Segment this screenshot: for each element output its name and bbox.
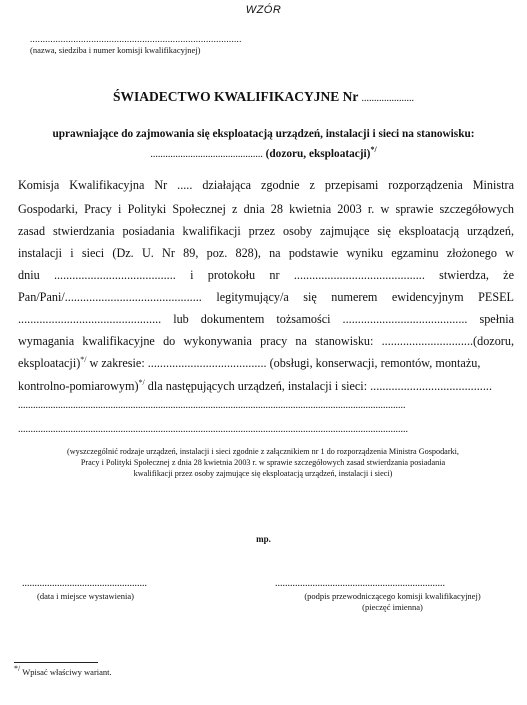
body-line-1: Komisja Kwalifikacyjna Nr ..... działająca zgodnie z przepisami rozporządzenia Ministra — [18, 178, 514, 192]
footnote — [14, 664, 112, 677]
body-line-7: ............................................... lub dokumentem tożsamości ......................................... spełnia — [18, 312, 514, 326]
devices-field-row-2[interactable]: ............................................................................................................................................................ — [18, 424, 408, 435]
certificate-title — [0, 89, 527, 105]
body-line-5: dniu ........................................ i protokołu nr ........................................... stwierdza, że — [18, 268, 514, 282]
subtitle-line-1: uprawniające do zajmowania się eksploatacją urządzeń, instalacji i sieci na stanowisku: — [52, 128, 475, 140]
footnote-divider — [14, 662, 98, 663]
body-line-8: wymagania kwalifikacyjne do wykonywania pracy na stanowisku: ..............................(dozoru, — [18, 334, 514, 348]
variant-mark: */ — [80, 354, 87, 364]
body-line-10-start: kontrolno-pomiarowym) — [18, 379, 139, 393]
body-line-10 — [18, 376, 514, 396]
note-line-2: Pracy i Polityki Społecznej z dnia 28 kwietnia 2003 r. w sprawie szczegółowych zasad stwierdzania posiadania — [80, 458, 446, 467]
certificate-number-field[interactable]: ..................... — [361, 93, 414, 104]
certificate-title-text: ŚWIADECTWO KWALIFIKACYJNE Nr — [113, 89, 359, 104]
certificate-subtitle — [0, 124, 527, 165]
position-options: (dozoru, eksploatacji) — [265, 148, 371, 160]
body-line-9-end: w zakresie: ....................................... (obsługi, konserwacji, remontów, montażu, — [86, 356, 481, 370]
body-line-9 — [18, 353, 514, 373]
commission-name-caption: (nazwa, siedziba i numer komisji kwalifikacyjnej) — [30, 45, 201, 55]
position-field[interactable]: ............................................. — [150, 149, 263, 160]
chairman-signature-caption-line-2: (pieczęć imienna) — [362, 602, 423, 612]
stamp-place-label: mp. — [256, 534, 271, 544]
issue-date-place-caption: (data i miejsce wystawienia) — [37, 591, 135, 601]
chairman-signature-caption-line-1: (podpis przewodniczącego komisji kwalifikacyjnej) — [304, 591, 481, 601]
chairman-signature-field[interactable]: .................................................................... — [275, 578, 445, 589]
issue-date-place-field[interactable]: .................................................. — [22, 578, 147, 589]
template-label: WZÓR — [245, 4, 282, 16]
chairman-signature-caption — [285, 591, 500, 613]
body-line-2: Gospodarki, Pracy i Polityki Społecznej z dnia 28 kwietnia 2003 r. w sprawie szczegółowych — [18, 202, 514, 216]
variant-mark: */ — [370, 145, 377, 155]
body-line-9-start: eksploatacji) — [18, 356, 81, 370]
body-line-6: Pan/Pani/............................................. legitymujący/a się numerem ewidencyjnym PESEL — [18, 290, 514, 304]
body-line-4: instalacji i sieci (Dz. U. Nr 89, poz. 828), na podstawie wyniku egzaminu złożonego w — [18, 246, 514, 260]
devices-instruction-note — [28, 446, 498, 479]
devices-field-row-1[interactable]: ........................................................................................................................................................... — [18, 400, 406, 411]
footnote-mark: */ — [14, 664, 21, 674]
body-line-3: zasad stwierdzania posiadania kwalifikacji przez osoby zajmujące się eksploatacją urządzeń, — [18, 224, 514, 238]
note-line-3: kwalifikacji przez osoby zajmujące się eksploatacją urządzeń, instalacji i sieci) — [133, 469, 393, 478]
note-line-1: (wyszczególnić rodzaje urządzeń, instalacji i sieci zgodnie z załącznikiem nr 1 do rozporządzenia Ministra Gospodarki, — [67, 447, 459, 456]
subtitle-line-2 — [0, 144, 527, 165]
variant-mark: */ — [138, 377, 145, 387]
commission-name-field[interactable]: ................................................................................... — [30, 34, 242, 44]
footnote-text: Wpisać właściwy wariant. — [20, 667, 112, 677]
body-line-10-end: dla następujących urządzeń, instalacji i sieci: ........................................ — [144, 379, 492, 393]
